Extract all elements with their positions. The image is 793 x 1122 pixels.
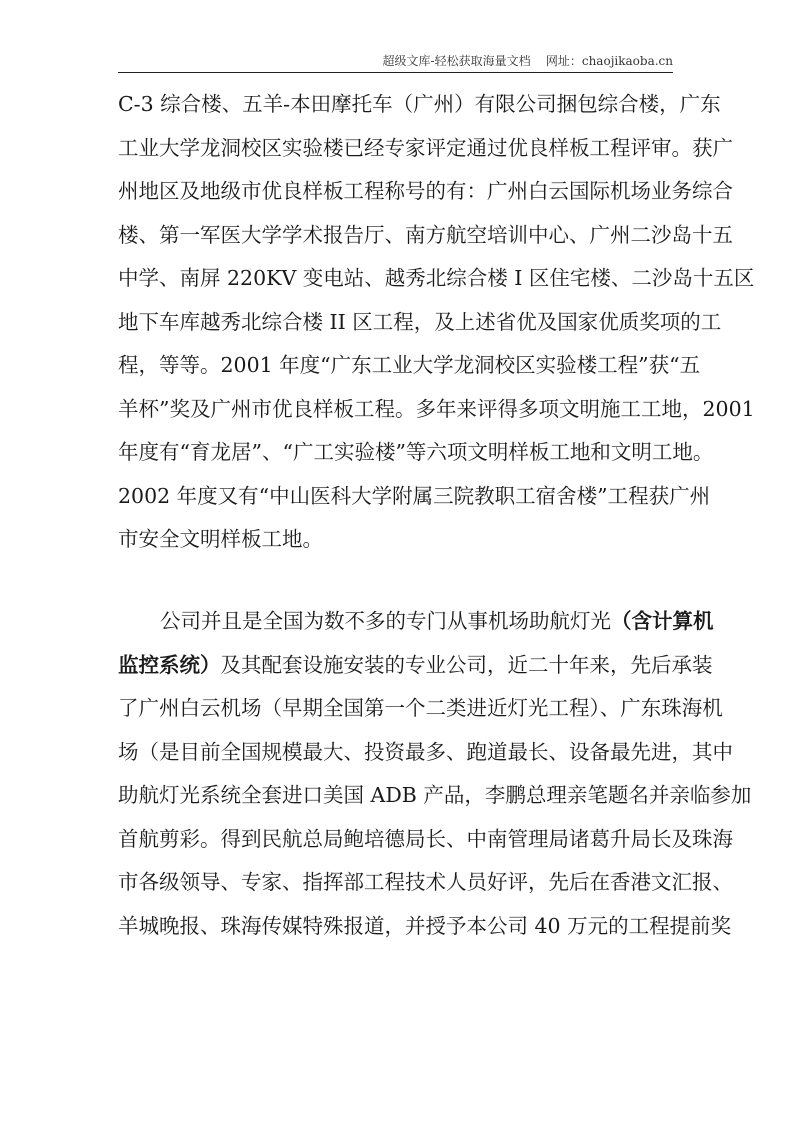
text-line: 羊城晚报、珠海传媒特殊报道，并授予本公司 40 万元的工程提前奖 xyxy=(118,913,732,938)
paragraph-2 xyxy=(118,600,752,948)
text-line: 羊杯”奖及广州市优良样板工程。多年来评得多项文明施工工地，2001 xyxy=(118,396,755,421)
text-line: 工业大学龙洞校区实验楼已经专家评定通过优良样板工程评审。获广 xyxy=(118,135,733,160)
text-bold: 监控系统） xyxy=(118,652,221,677)
header-site-name: 超级文库-轻松获取海量文档 xyxy=(382,54,531,68)
text-line: 州地区及地级市优良样板工程称号的有：广州白云国际机场业务综合 xyxy=(118,179,733,203)
text-line: 楼、第一军医大学学术报告厅、南方航空培训中心、广州二沙岛十五 xyxy=(118,222,733,247)
header-url: 网址：chaojikaoba.cn xyxy=(545,54,673,68)
text-line xyxy=(118,644,713,688)
text-line: C-3 综合楼、五羊-本田摩托车（广州）有限公司捆包综合楼，广东 xyxy=(118,92,721,116)
text-line: 程，等等。2001 年度“广东工业大学龙洞校区实验楼工程”获“五 xyxy=(118,353,701,377)
text-line: 地下车库越秀北综合楼 II 区工程，及上述省优及国家优质奖项的工 xyxy=(118,309,722,334)
page-header xyxy=(118,52,673,69)
text-line: 场（是目前全国规模最大、投资最多、跑道最长、设备最先进，其中 xyxy=(118,739,733,764)
text-line: 2002 年度又有“中山医科大学附属三院教职工宿舍楼”工程获广州 xyxy=(118,483,711,508)
text-line: 首航剪彩。得到民航总局鲍培德局长、中南管理局诸葛升局长及珠海 xyxy=(118,826,733,851)
text-line: 了广州白云机场（早期全国第一个二类进近灯光工程）、广东珠海机 xyxy=(118,696,723,720)
text-line: 市各级领导、专家、指挥部工程技术人员好评，先后在香港文汇报、 xyxy=(118,870,733,894)
text-normal: 公司并且是全国为数不多的专门从事机场助航灯光 xyxy=(160,609,611,633)
text-bold: （含计算机 xyxy=(611,609,714,633)
paragraph-1 xyxy=(118,83,755,562)
header-rule xyxy=(118,72,673,73)
text-line: 市安全文明样板工地。 xyxy=(118,527,323,551)
text-line: 中学、南屏 220KV 变电站、越秀北综合楼 I 区住宅楼、二沙岛十五区 xyxy=(118,266,755,290)
text-line: 年度有“育龙居”、“广工实验楼”等六项文明样板工地和文明工地。 xyxy=(118,440,714,464)
text-line: 助航灯光系统全套进口美国 ADB 产品，李鹏总理亲笔题名并亲临参加 xyxy=(118,783,752,807)
text-normal: 及其配套设施安装的专业公司，近二十年来，先后承装 xyxy=(220,652,713,677)
text-line xyxy=(118,600,714,644)
